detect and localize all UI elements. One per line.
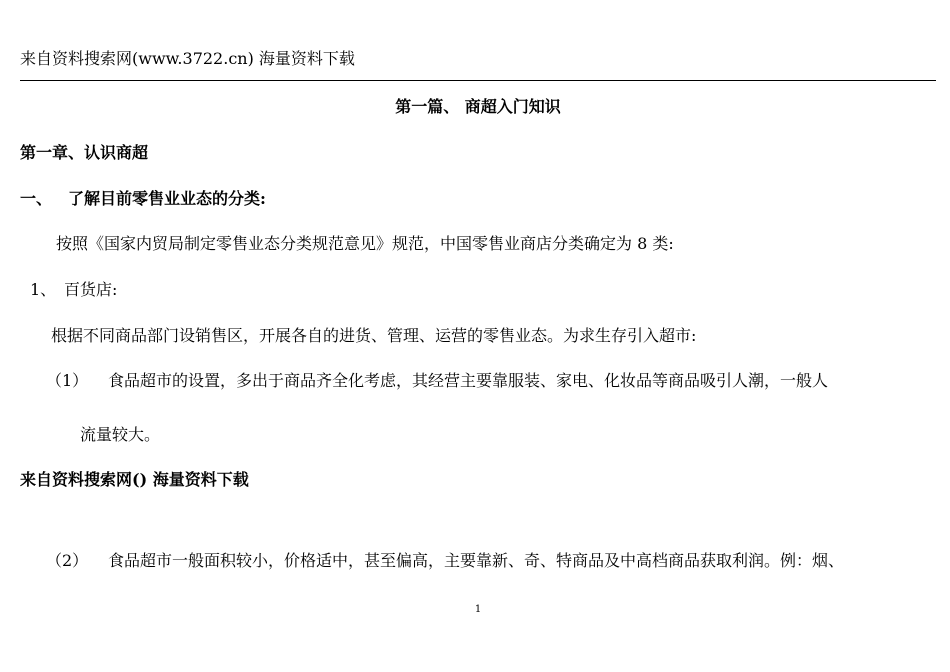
header-divider [20,80,936,81]
page-header-source: 来自资料搜索网(www.3722.cn) 海量资料下载 [20,49,355,68]
sub-item-1-text: 食品超市的设置，多出于商品齐全化考虑，其经营主要靠服装、家电、化妆品等商品吸引人潮，一般人 [108,371,829,390]
sub-item-1-number: （1） [46,371,89,390]
intro-paragraph: 按照《国家内贸局制定零售业态分类规范意见》规范，中国零售业商店分类确定为 8 类: [56,234,674,253]
sub-item-1 [46,371,828,391]
sub-item-2-number: （2） [46,551,89,570]
section-title: 了解目前零售业业态的分类: [68,189,266,208]
source-line-2: 来自资料搜索网() 海量资料下载 [20,470,249,489]
item-title: 百货店: [64,280,118,299]
part-title: 第一篇、 商超入门知识 [395,97,561,116]
sub-item-1-continuation: 流量较大。 [80,425,161,444]
item-number: 1、 [30,280,57,299]
sub-item-2 [46,551,844,571]
item-heading [30,280,117,300]
section-heading [20,189,266,209]
page-number: 1 [474,604,482,615]
chapter-title: 第一章、认识商超 [20,143,149,162]
sub-item-2-text: 食品超市一般面积较小，价格适中，甚至偏高，主要靠新、奇、特商品及中高档商品获取利润。例：烟、 [108,551,845,570]
item-description: 根据不同商品部门设销售区，开展各自的进货、管理、运营的零售业态。为求生存引入超市: [51,326,697,345]
section-number: 一、 [20,189,53,208]
